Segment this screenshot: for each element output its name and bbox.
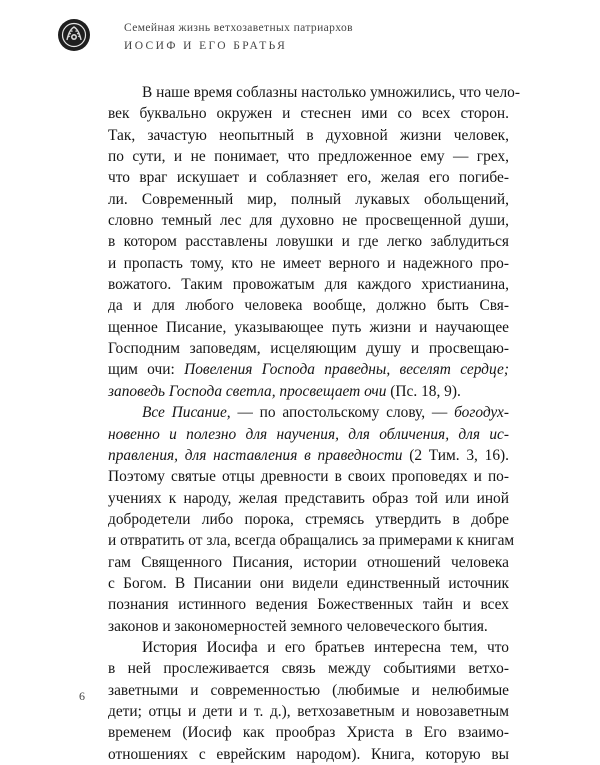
text-line: в котором расставлены ловушки и где легко заблудиться <box>108 233 509 251</box>
text-line: да и для любого человека вообще, должно быть Свя- <box>108 297 509 315</box>
text-line: заветными и современностью (любимые и нелюбимые <box>108 681 509 699</box>
text-line: новенно и полезно для научения, для обличения, для ис- <box>108 425 509 443</box>
text-line: что враг искушает и соблазняет его, желая его погибе- <box>108 169 509 187</box>
text-line: временем (Иосиф как прообраз Христа в Его взаимо- <box>108 724 509 742</box>
text-line: Господним заповедям, исцеляющим душу и просвещаю- <box>108 340 509 358</box>
text-line: гам Священного Писания, истории отношений человека <box>108 553 509 571</box>
text-line: словно темный лес для духовно не просвещенной души, <box>108 212 509 230</box>
text-line: по сути, и не понимает, что предложенное ему — грех, <box>108 148 509 166</box>
text-line: в ней прослеживается связь между событиями ветхо- <box>108 660 509 678</box>
text-line: добродетели либо порока, стремясь утвердить в добре <box>108 510 509 528</box>
text-line: век буквально окружен и стеснен ими со всех сторон. <box>108 105 509 123</box>
text-line: и пропасть тому, кто не имеет верного и надежного про- <box>108 254 509 272</box>
text-line: дети; отцы и дети и т. д.), ветхозаветным и новозаветным <box>108 702 509 720</box>
text-line: Все Писание, — по апостольскому слову, — богодух- <box>142 404 509 422</box>
text-line: В наше время соблазны настолько умножились, что чело- <box>142 84 521 101</box>
text-line: вожатого. Таким провожатым для каждого христианина, <box>108 276 509 294</box>
book-title: ИОСИФ И ЕГО БРАТЬЯ <box>124 40 288 52</box>
running-header <box>124 20 544 54</box>
text-line: отношениях с еврейским народом). Книга, которую вы <box>108 745 509 763</box>
laurel-emblem-icon <box>57 18 91 52</box>
text-line: История Иосифа и его братьев интересна тем, что <box>142 638 509 656</box>
series-title: Семейная жизнь ветхозаветных патриархов <box>124 22 353 34</box>
text-line: и отвратить от зла, всегда обращались за примерами к книгам <box>108 532 515 550</box>
text-line: правления, для наставления в праведности (2 Тим. 3, 16). <box>108 446 509 464</box>
page-number: 6 <box>79 689 85 703</box>
text-line: Поэтому святые отцы древности в своих проповедях и по- <box>108 468 509 486</box>
text-line: учениях к народу, желая представить образ той или иной <box>108 489 509 507</box>
text-line: законов и закономерностей земного человеческого бытия. <box>108 617 488 635</box>
text-line: с Богом. В Писании они видели единственный источник <box>108 574 509 592</box>
text-line: заповедь Господа светла, просвещает очи (Пс. 18, 9). <box>108 382 461 400</box>
text-line: познания истинного ведения Божественных тайн и всех <box>108 596 509 614</box>
text-line: Так, зачастую неопытный в духовной жизни человек, <box>108 126 509 144</box>
text-line: щим очи: Повеления Господа праведны, веселят сердце; <box>108 361 510 379</box>
body-text <box>108 82 521 765</box>
text-line: ли. Современный мир, полный лукавых обольщений, <box>108 190 509 208</box>
text-line: щенное Писание, указывающее путь жизни и научающее <box>108 318 509 336</box>
